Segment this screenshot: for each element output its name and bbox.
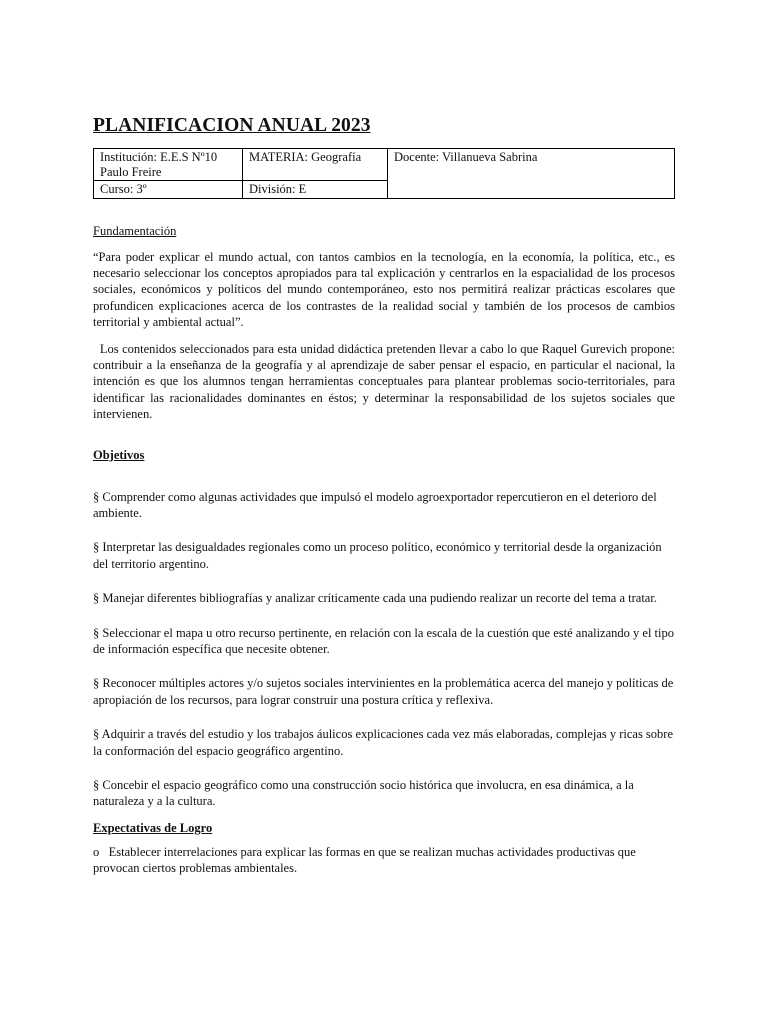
fundamentacion-paragraph-1: “Para poder explicar el mundo actual, con tantos cambios en la tecnología, en la economía, la política, etc., es necesario seleccionar los conceptos apropiados para tal explicación y centrarlos en la espacialidad de los procesos sociales, económicos y políticos del mundo contemporáneo, esto nos permitirá realizar prácticas escolares que profundicen explicaciones acerca de los contrastes de la realidad social y también de los procesos de cambios territorial y ambiental actual”. [93,249,675,330]
expectativas-heading: Expectativas de Logro [93,820,213,835]
docente-cell: Docente: Villanueva Sabrina [388,149,675,199]
objetivo-item: § Manejar diferentes bibliografías y analizar críticamente cada una pudiendo realizar un recorte del tema a tratar. [93,591,657,606]
objetivo-item: § Concebir el espacio geográfico como una construcción socio histórica que involucra, en esa dinámica, a la naturaleza y a la cultura. [93,778,634,809]
document-title: PLANIFICACION ANUAL 2023 [93,115,371,136]
objetivo-item: § Seleccionar el mapa u otro recurso pertinente, en relación con la escala de la cuestión que esté analizando y el tipo de información específica que necesite obtener. [93,625,674,656]
objetivo-item: § Interpretar las desigualdades regionales como un proceso político, económico y territorial desde la organización del territorio argentino. [93,540,662,571]
expectativa-item: o Establecer interrelaciones para explicar las formas en que se realizan muchas actividades productivas que provocan ciertos problemas ambientales. [93,844,639,876]
curso-cell: Curso: 3º [94,181,243,199]
division-cell: División: E [243,181,388,199]
objetivo-item: § Adquirir a través del estudio y los trabajos áulicos explicaciones cada vez más elaboradas, complejas y ricas sobre la conformación del espacio geográfico argentino. [93,727,674,758]
materia-cell: MATERIA: Geografía [243,149,388,181]
objetivo-item: § Comprender como algunas actividades que impulsó el modelo agroexportador repercutieron en el deterioro del ambiente. [93,489,657,520]
info-table [93,148,675,199]
fundamentacion-paragraph-2: Los contenidos seleccionados para esta unidad didáctica pretenden llevar a cabo lo que Raquel Gurevich propone: contribuir a la enseñanza de la geografía y al aprendizaje de saber pensar el espacio, en particular el nacional, la intención es que los alumnos tengan herramientas conceptuales para plantear problemas socio-territoriales, para identificar las racionalidades dominantes en éstos; y determinar la responsabilidad de los sujetos sociales que intervienen. [93,341,679,422]
document-page [93,114,679,877]
fundamentacion-heading: Fundamentación [93,223,177,238]
objetivos-heading: Objetivos [93,447,145,462]
institucion-cell: Institución: E.E.S Nº10 Paulo Freire [94,149,243,181]
objetivo-item: § Reconocer múltiples actores y/o sujetos sociales intervinientes en la problemática acerca del manejo y políticas de apropiación de los recursos, para lograr construir una postura crítica y reflexiva. [93,676,674,707]
